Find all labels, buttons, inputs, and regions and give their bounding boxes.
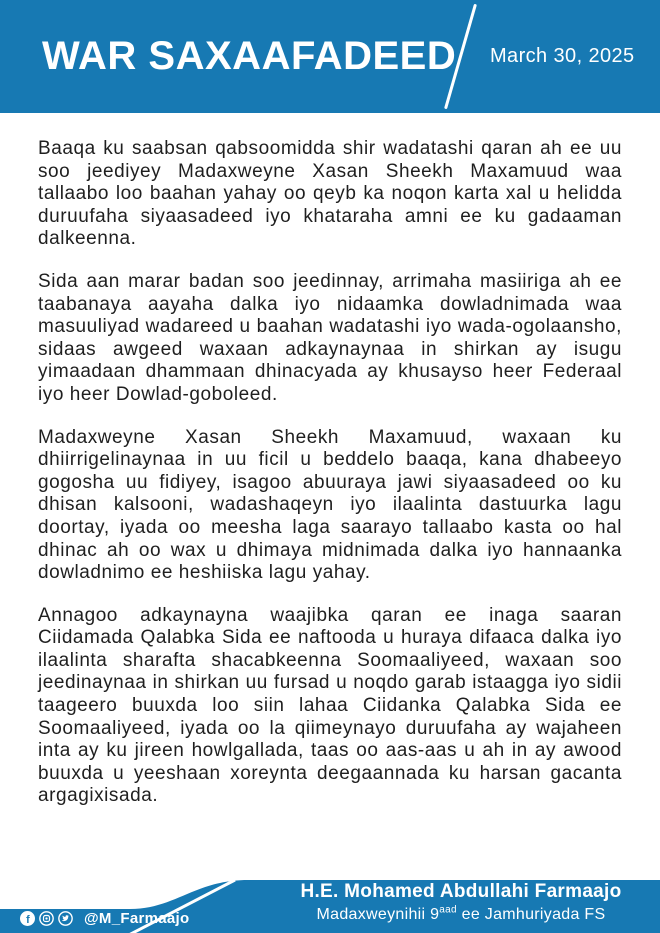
body-paragraph-2: Sida aan marar badan soo jeedinnay, arrimaha masiiriga ah ee taabanaya aayaha dalka iyo nidaamka dowladnimada waa masuuliyad wadareed u baahan wadatashi iyo wada-ogolaansho, sidaas awgeed waxaan adkaynaynaa in shirkan ay isugu yimaadaan dhammaan dhinacyada ay khusayso heer Federaal iyo heer Dowlad-goboleed. [38, 270, 622, 405]
signatory-name: H.E. Mohamed Abdullahi Farmaajo [300, 881, 622, 902]
body-paragraph-3: Madaxweyne Xasan Sheekh Maxamuud, waxaan ku dhiirrigelinaynaa in uu ficil u beddelo baaqa, kana dhabeeyo gogosha uu fidiyey, isagoo abuuraya jawi siyaasadeed oo ku dhisan kalsooni, wadashaqeyn iyo ilaalinta dastuurka lagu doortay, iyada oo meesha laga saarayo tallaabo kasta oo hal dhinac ah oo wax u dhimaya midnimada dalka iyo hannaanka dowladnimo ee heshiiska lagu yahay. [38, 426, 622, 584]
press-release-body [0, 113, 660, 828]
page-title: WAR SAXAAFADEED [42, 34, 457, 78]
twitter-icon [58, 911, 73, 926]
signatory-title-suffix: ee Jamhuriyada FS [456, 906, 606, 923]
header-banner [0, 0, 660, 113]
svg-text:f: f [26, 913, 30, 926]
signatory-title-prefix: Madaxweynihii 9 [316, 906, 440, 923]
signature-block [262, 881, 660, 924]
social-row [20, 910, 189, 927]
instagram-icon [39, 911, 54, 926]
body-paragraph-1: Baaqa ku saabsan qabsoomidda shir wadatashi qaran ah ee uu soo jeediyey Madaxweyne Xasan Sheekh Maxamuud waa tallaabo loo baahan yahay oo qeyb ka noqon karta xal u helidda duruufaha siyaasadeed iyo khataraha amni ee ku gadaaman dalkeenna. [38, 138, 622, 250]
footer-banner [0, 858, 660, 933]
header-date: March 30, 2025 [490, 45, 635, 67]
facebook-icon [20, 911, 35, 926]
social-handle: @M_Farmaajo [84, 910, 190, 927]
body-paragraph-4: Annagoo adkaynayna waajibka qaran ee inaga saaran Ciidamada Qalabka Sida ee naftooda u huraya difaaca dalka iyo ilaalinta sharafta shacabkeenna Soomaaliyeed, waxaan soo jeedinaynaa in shirkan uu fursad u noqdo garab istaagga iyo sidii taageero buuxda loo siin lahaa Ciidanka Qalabka Sida ee Soomaaliyeed, iyada oo la qiimeynayo duruufaha ay wajaheen inta ay ku jireen howlgallada, taas oo aas-aas u ah in ay awood buuxda u yeeshaan xoreynta deegaannada ku harsan gacanta argagixisada. [38, 604, 622, 807]
signatory-title-superscript: aad [439, 904, 457, 916]
signatory-title [262, 906, 660, 924]
